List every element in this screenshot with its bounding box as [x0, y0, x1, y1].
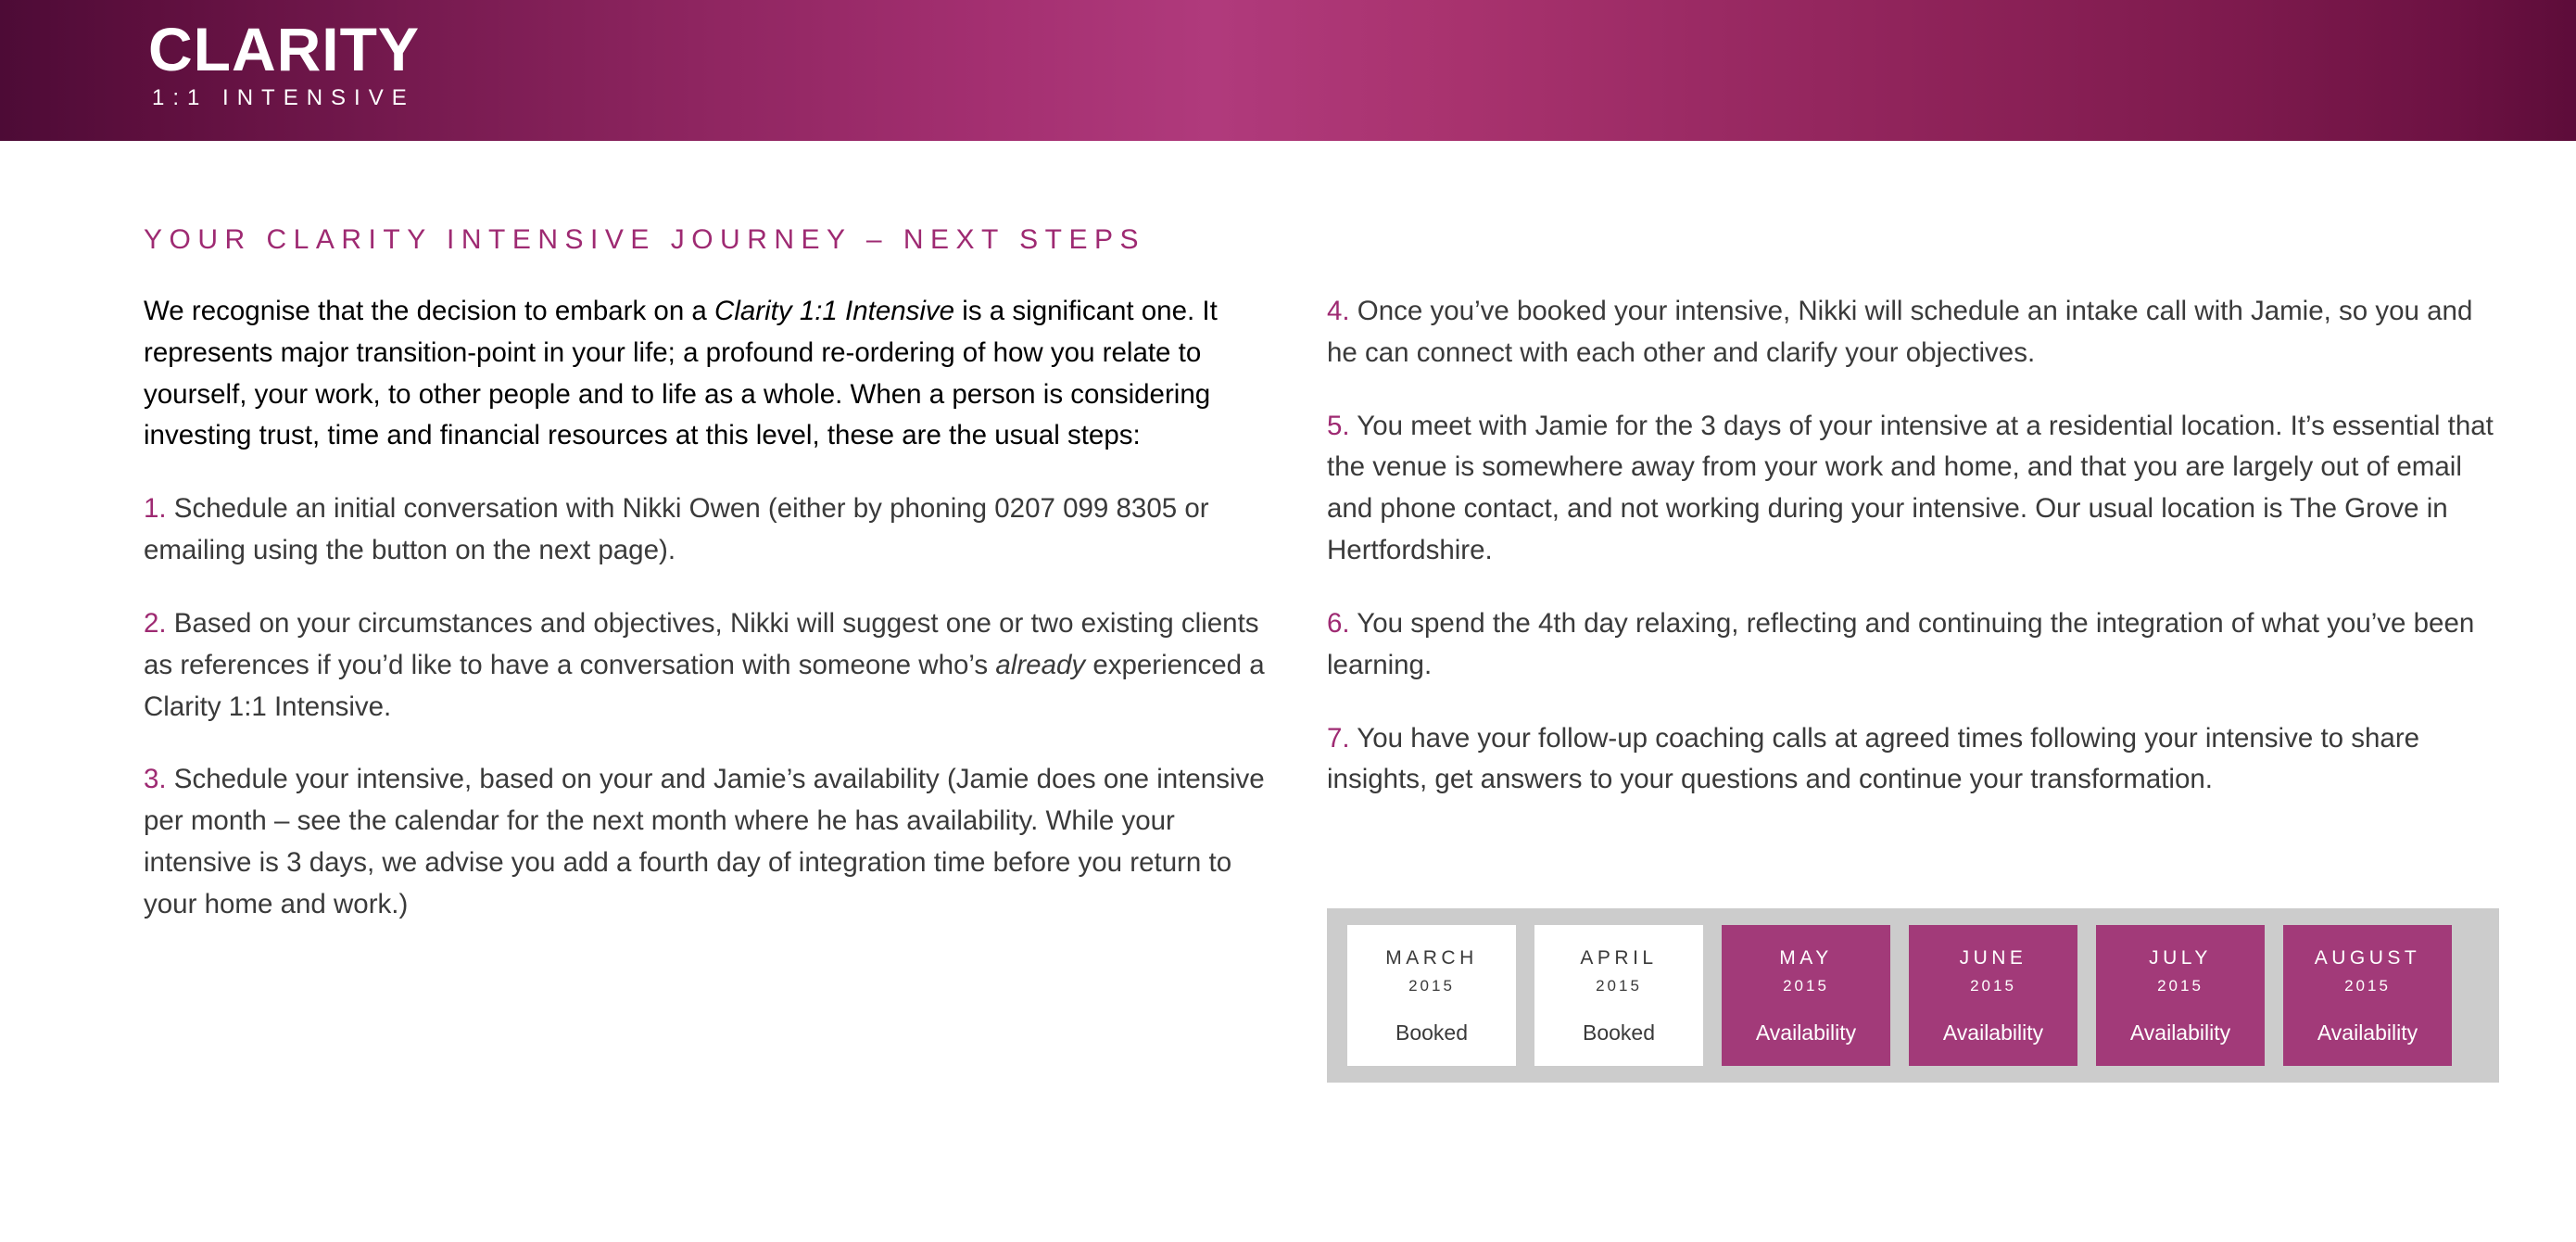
- month-year: 2015: [1783, 977, 1829, 995]
- right-column: [1327, 291, 2499, 832]
- month-name: MAY: [1779, 947, 1833, 969]
- step-4-text: Once you’ve booked your intensive, Nikki will schedule an intake call with Jamie, so you and he can connect with each other and clarify your objectives.: [1327, 296, 2473, 368]
- month-name: JULY: [2149, 947, 2212, 969]
- step-5: [1327, 406, 2499, 572]
- step-1-number: 1.: [144, 493, 167, 525]
- month-year: 2015: [1596, 977, 1642, 995]
- intro-emphasis: Clarity 1:1 Intensive: [714, 296, 955, 326]
- step-1: [144, 488, 1265, 572]
- left-column: [144, 291, 1265, 957]
- month-year: 2015: [1970, 977, 2016, 995]
- month-heading: [1779, 947, 1832, 995]
- intro-paragraph: [144, 291, 1265, 457]
- step-3: [144, 759, 1265, 925]
- month-status: Availability: [2317, 1020, 2418, 1045]
- month-name: APRIL: [1580, 947, 1658, 969]
- month-year: 2015: [2157, 977, 2203, 995]
- step-2-emphasis: already: [995, 649, 1086, 680]
- month-status: Booked: [1395, 1020, 1468, 1045]
- calendar-month-july[interactable]: [2096, 925, 2265, 1066]
- intro-text-2: is a significant one. It represents major transition-point in your life; a profound re-ordering of how you relate to yourself, your work, to other people and to life as a whole. When a person is considering investing trust, time and financial resources at this level, these are the usual steps:: [144, 296, 1218, 451]
- step-3-text: Schedule your intensive, based on your and Jamie’s availability (Jamie does one intensive per month – see the calendar for the next month where he has availability. While your intensive is 3 days, we advise you add a fourth day of integration time before you return to your home and work.): [144, 764, 1265, 919]
- step-7: [1327, 718, 2499, 802]
- calendar-month-april[interactable]: [1534, 925, 1703, 1066]
- step-2-text-b: experienced a Clarity 1:1 Intensive.: [144, 649, 1265, 722]
- brand-title: CLARITY: [148, 15, 420, 83]
- month-name: JUNE: [1959, 947, 2027, 969]
- month-heading: [2315, 947, 2421, 995]
- step-6-text: You spend the 4th day relaxing, reflecting and continuing the integration of what you’ve been learning.: [1327, 607, 2475, 680]
- step-6-number: 6.: [1327, 607, 1350, 639]
- page-header: [0, 0, 2576, 141]
- month-year: 2015: [1408, 977, 1455, 995]
- step-3-number: 3.: [144, 764, 167, 795]
- month-status: Booked: [1582, 1020, 1655, 1045]
- page-body: [0, 141, 2576, 1203]
- step-2-number: 2.: [144, 607, 167, 639]
- calendar-month-may[interactable]: [1722, 925, 1890, 1066]
- step-5-text: You meet with Jamie for the 3 days of your intensive at a residential location. It’s essential that the venue is somewhere away from your work and home, and that you are largely out of email and phone contact, and not working during your intensive. Our usual location is The Grove in Hertfordshire.: [1327, 410, 2494, 566]
- brand-lockup: [148, 15, 420, 111]
- month-name: AUGUST: [2314, 947, 2421, 969]
- month-name: MARCH: [1385, 947, 1478, 969]
- calendar-month-march[interactable]: [1347, 925, 1516, 1066]
- brand-subtitle: 1:1 INTENSIVE: [152, 85, 415, 110]
- step-2-text-a: Based on your circumstances and objectives, Nikki will suggest one or two existing clients as references if you’d like to have a conversation with someone who’s: [144, 607, 1259, 680]
- step-6: [1327, 603, 2499, 687]
- month-heading: [2149, 947, 2212, 995]
- month-year: 2015: [2344, 977, 2391, 995]
- availability-calendar: [1327, 908, 2499, 1083]
- page-title: YOUR CLARITY INTENSIVE JOURNEY – NEXT STEPS: [144, 224, 1146, 255]
- step-4: [1327, 291, 2499, 374]
- step-2: [144, 603, 1265, 728]
- step-5-number: 5.: [1327, 410, 1350, 441]
- calendar-month-june[interactable]: [1909, 925, 2077, 1066]
- month-heading: [1385, 947, 1478, 995]
- intro-text-1: We recognise that the decision to embark on a: [144, 296, 715, 326]
- step-4-number: 4.: [1327, 296, 1350, 326]
- month-status: Availability: [1942, 1020, 2044, 1045]
- step-7-text: You have your follow-up coaching calls at agreed times following your intensive to share insights, get answers to your questions and continue your transformation.: [1327, 722, 2420, 795]
- month-heading: [1580, 947, 1657, 995]
- calendar-month-august[interactable]: [2283, 925, 2452, 1066]
- step-7-number: 7.: [1327, 722, 1350, 754]
- month-status: Availability: [1755, 1020, 1857, 1045]
- month-status: Availability: [2129, 1020, 2231, 1045]
- month-heading: [1960, 947, 2027, 995]
- step-1-text: Schedule an initial conversation with Nikki Owen (either by phoning 0207 099 8305 or emailing using the button on the next page).: [144, 493, 1209, 566]
